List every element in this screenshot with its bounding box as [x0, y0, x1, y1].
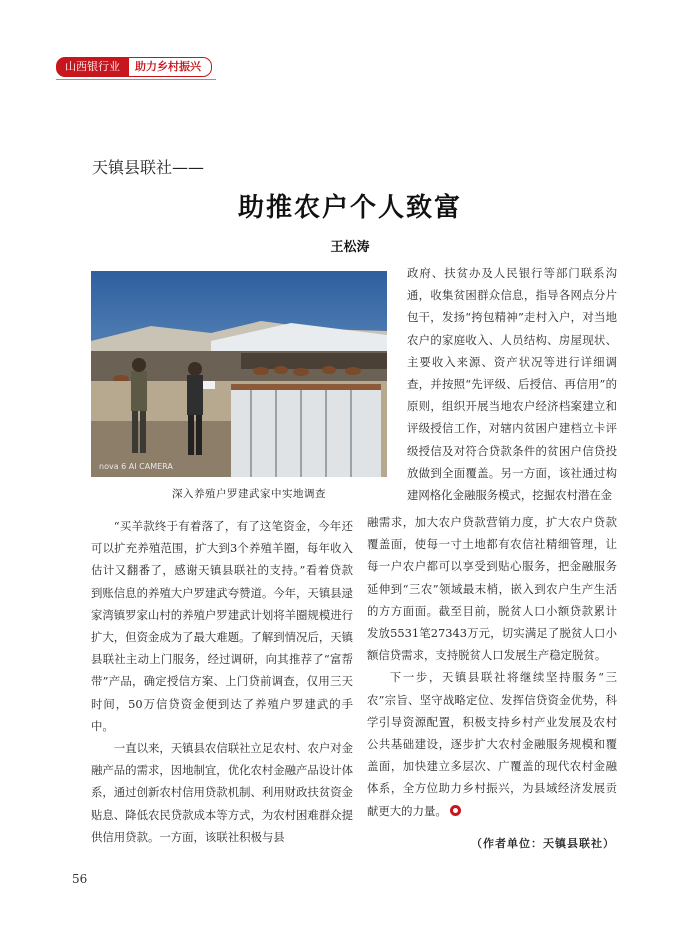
- article-author: 王松涛: [330, 240, 370, 255]
- text-column-right-bottom: [367, 511, 617, 822]
- column-tag: [56, 57, 212, 77]
- photo-caption: 深入养殖户罗建武家中实地调查: [172, 488, 326, 500]
- article-subtitle: 天镇县联社——: [92, 158, 205, 177]
- author-affiliation: （作者单位：天镇县联社）: [471, 837, 615, 850]
- column-tag-theme: 助力乡村振兴: [129, 57, 212, 77]
- article-photo: [91, 271, 387, 477]
- article-title: 助推农户个人致富: [237, 193, 462, 223]
- header-divider: [56, 79, 216, 80]
- end-mark-icon: [450, 805, 461, 816]
- text-column-left: [91, 515, 353, 848]
- paragraph: 一直以来，天镇县农信联社立足农村、农户对金融产品的需求，因地制宜，优化农村金融产品设计体系，通过创新农村信用贷款机制、利用财政扶贫资金贴息、降低农民贷款成本等方式，为农村困难群众提供信用贷款。一方面，该联社积极与县: [91, 741, 354, 844]
- photo-watermark: nova 6 AI CAMERA: [99, 462, 173, 471]
- paragraph: 融需求，加大农户贷款营销力度，扩大农户贷款覆盖面，使每一寸土地都有农信社精细管理，让每一户农户都可以享受到贴心服务，把金融服务延伸到“三农”领域最末梢，嵌入到农户生产生活的方方面面。截至目前，脱贫人口小额贷款累计发放5531笔27343万元，切实满足了脱贫人口小额信贷需求，支持脱贫人口发展生产稳定脱贫。: [367, 515, 617, 663]
- paragraph: [367, 666, 617, 821]
- paragraph-text: 下一步，天镇县联社将继续坚持服务“三农”宗旨、坚守战略定位、发挥信贷资金优势，科学引导资源配置，积极支持乡村产业发展及农村公共基础建设，逐步扩大农村金融服务规模和覆盖面，加快建立多层次、广覆盖的现代农村金融体系，全方位助力乡村振兴，为县域经济发展贡献更大的力量。: [367, 670, 617, 818]
- text-column-right-top: [407, 262, 617, 506]
- paragraph: 政府、扶贫办及人民银行等部门联系沟通，收集贫困群众信息，指导各网点分片包干，发扬“挎包精神”走村入户，对当地农户的家庭收入、人员结构、房屋现状、主要收入来源、资产状况等进行详细调查，并按照“先评级、后授信、再信用”的原则，组织开展当地农户经济档案建立和评级授信工作，对辖内贫困户建档立卡评级授信及对符合贷款条件的贫困户信贷投放做到全面覆盖。另一方面，该社通过构建网格化金融服务模式，挖掘农村潜在金: [407, 266, 617, 503]
- paragraph: “买羊款终于有着落了，有了这笔资金，今年还可以扩充养殖范围，扩大到3个养殖羊圈，每年收入估计又翻番了，感谢天镇县联社的支持。”看着贷款到账信息的养殖大户罗建武夸赞道。今年，天镇县逯家湾镇罗家山村的养殖户罗建武计划将羊圈规模进行扩大，但资金成为了最大难题。了解到情况后，天镇县联社主动上门服务，经过调研，向其推荐了“富帮带”产品，确定授信方案、上门贷前调查，仅用三天时间，50万信贷资金便到达了养殖户罗建武的手中。: [91, 519, 353, 733]
- page-number: 56: [72, 872, 88, 886]
- column-tag-bank: 山西银行业: [56, 57, 129, 77]
